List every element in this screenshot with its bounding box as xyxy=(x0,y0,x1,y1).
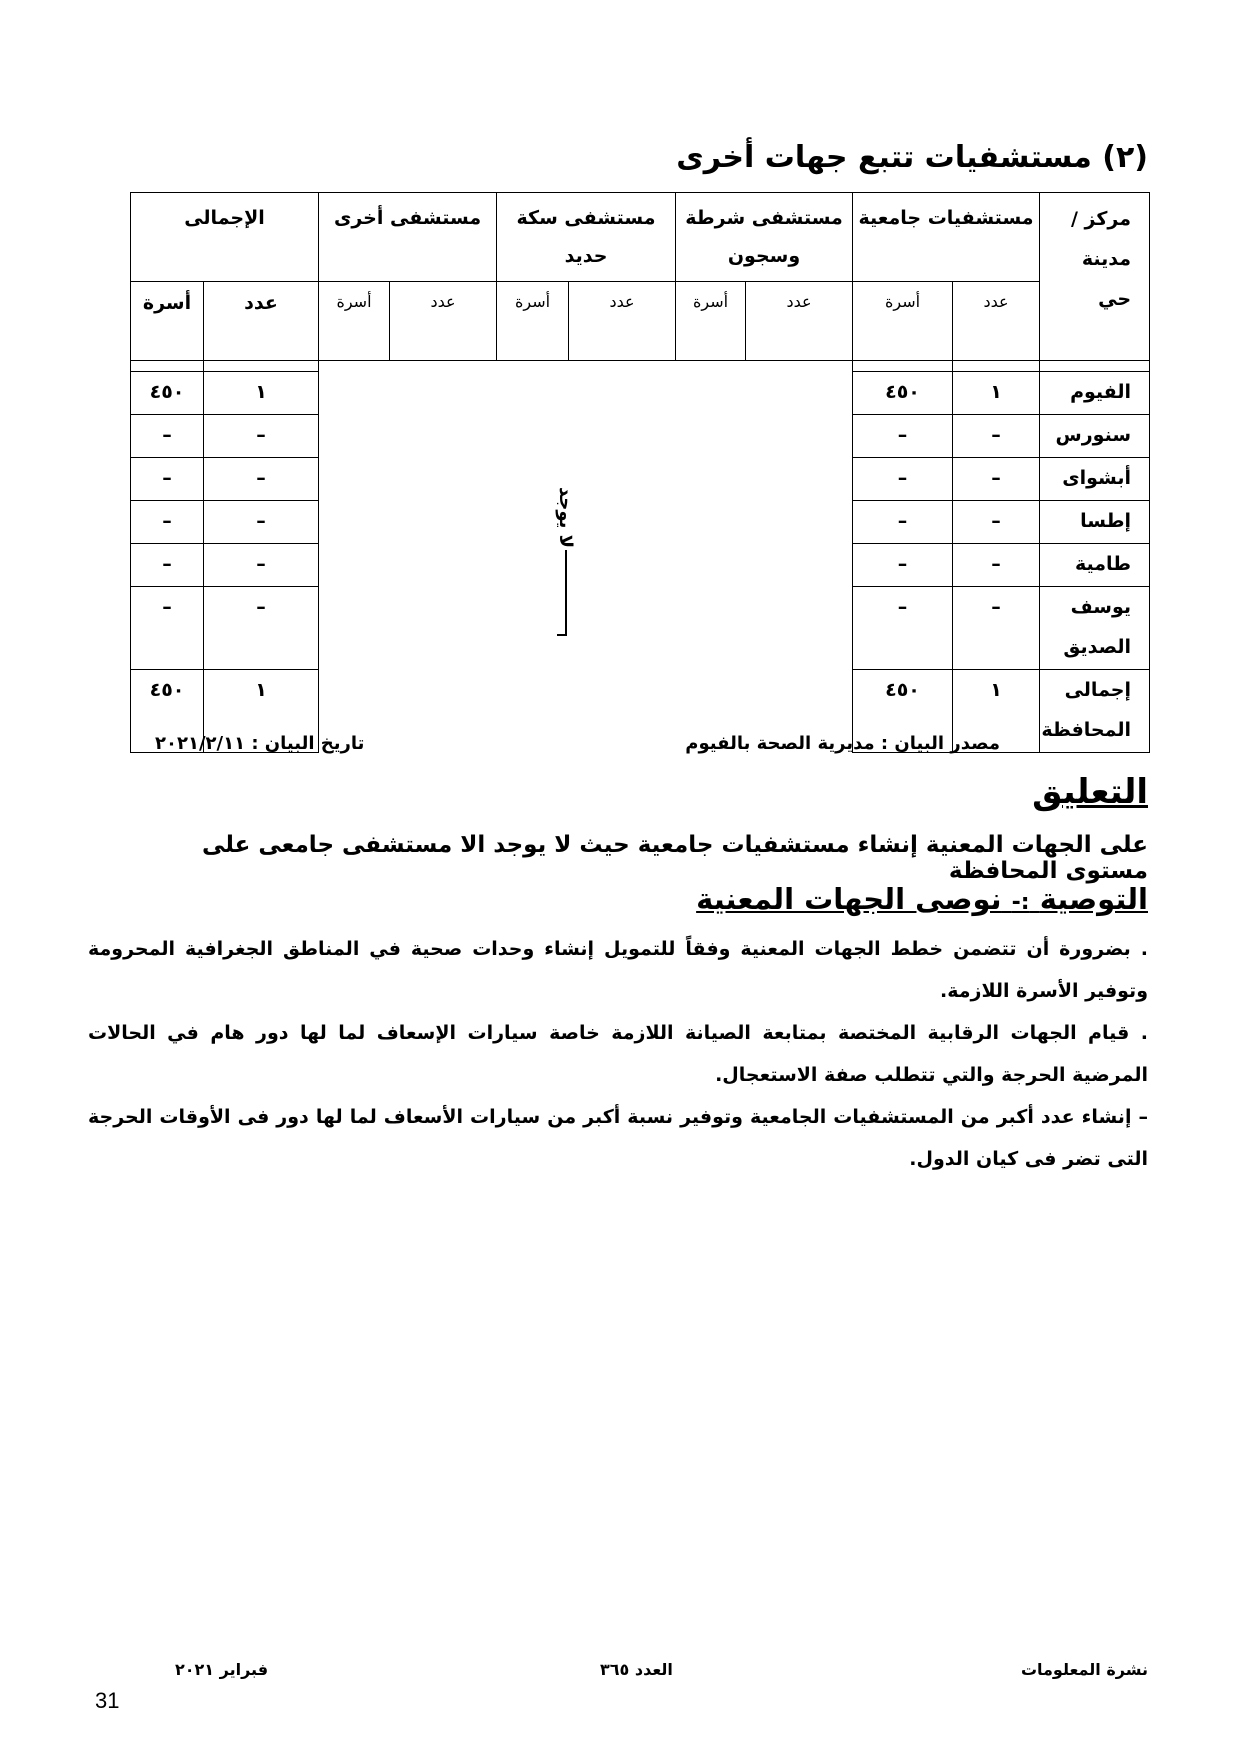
group-header-university: مستشفيات جامعية xyxy=(853,193,1040,282)
table-row: طامية – – – – xyxy=(131,544,1150,587)
group-header-other: مستشفى أخرى xyxy=(319,193,497,282)
data-source: مصدر البيان : مديرية الصحة بالفيوم xyxy=(685,733,1000,754)
sub-header-beds: أسرة xyxy=(497,282,569,361)
sub-header-beds: أسرة xyxy=(131,282,204,361)
recommendation-list xyxy=(88,928,1148,1180)
section-title: (٢) مستشفيات تتبع جهات أخرى xyxy=(676,140,1148,175)
no-data-label: لا يوجد xyxy=(555,487,576,636)
recommendation-heading: التوصية :- نوصى الجهات المعنية xyxy=(696,882,1148,916)
group-header-police: مستشفى شرطة وسجون xyxy=(676,193,853,282)
sub-header-beds: أسرة xyxy=(853,282,953,361)
sub-header-count: عدد xyxy=(569,282,676,361)
table-row: إطسا – – – – xyxy=(131,501,1150,544)
footer-publication: نشرة المعلومات xyxy=(1020,1660,1148,1679)
group-header-total: الإجمالى xyxy=(131,193,319,282)
table-row: يوسف الصديق – – – – xyxy=(131,587,1150,670)
hospitals-table xyxy=(130,192,1150,753)
comment-heading: التعليق xyxy=(1032,772,1148,812)
table-row: سنورس – – – – xyxy=(131,415,1150,458)
recommendation-item: – إنشاء عدد أكبر من المستشفيات الجامعية وتوفير نسبة أكبر من سيارات الأسعاف لما لها دور فى الأوقات الحرجة التى تضر فى كيان الدول. xyxy=(88,1106,1148,1170)
no-data-merged-cell xyxy=(319,361,853,753)
footer-month: فبراير ٢٠٢١ xyxy=(175,1660,269,1679)
recommendation-item: . بضرورة أن تتضمن خطط الجهات المعنية وفقاً للتمويل إنشاء وحدات صحية في المناطق الجغرافية المحرومة وتوفير الأسرة اللازمة. xyxy=(88,938,1148,1002)
table-row-total: إجمالى المحافظة ١ ٤٥٠ ١ ٤٥٠ xyxy=(131,670,1150,753)
page-number: 31 xyxy=(95,1688,120,1713)
comment-text: على الجهات المعنية إنشاء مستشفيات جامعية حيث لا يوجد الا مستشفى جامعى على مستوى المحافظة xyxy=(201,832,1148,884)
data-date: تاريخ البيان : ٢٠٢١/٢/١١ xyxy=(155,733,365,754)
recommendation-item: . قيام الجهات الرقابية المختصة بمتابعة الصيانة اللازمة خاصة سيارات الإسعاف لما لها دور هام في الحالات المرضية الحرجة والتي تتطلب صفة الاستعجال. xyxy=(88,1022,1148,1086)
table-row: أبشواى – – – – xyxy=(131,458,1150,501)
footer-issue: العدد ٣٦٥ xyxy=(600,1660,673,1679)
table-row: الفيوم ١ ٤٥٠ ١ ٤٥٠ xyxy=(131,372,1150,415)
sub-header-beds: أسرة xyxy=(319,282,390,361)
sub-header-count: عدد xyxy=(953,282,1040,361)
sub-header-count: عدد xyxy=(746,282,853,361)
sub-header-count: عدد xyxy=(390,282,497,361)
sub-header-count: عدد xyxy=(204,282,319,361)
group-header-railway: مستشفى سكة حديد xyxy=(497,193,676,282)
table-corner-header: مركز / مدينة حي xyxy=(1040,193,1150,361)
sub-header-beds: أسرة xyxy=(676,282,746,361)
